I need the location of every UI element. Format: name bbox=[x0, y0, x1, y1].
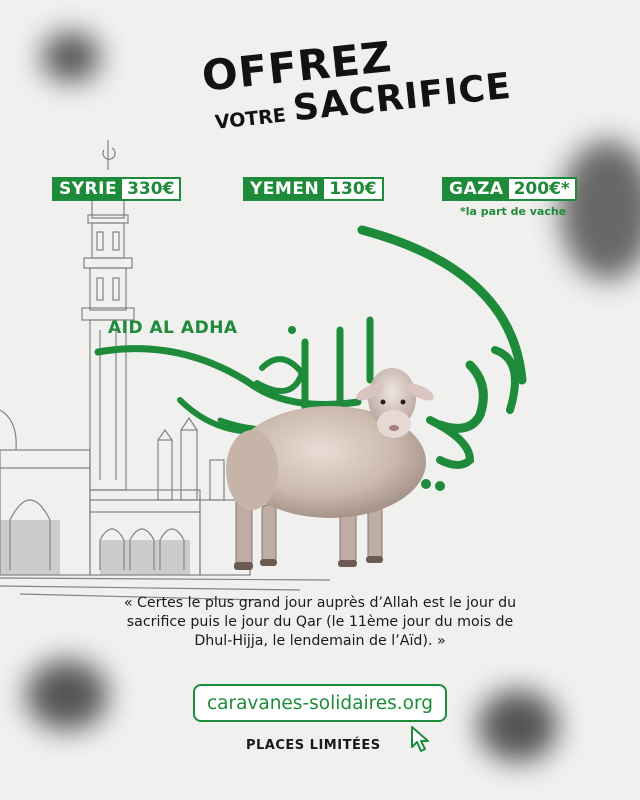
price-tag-gaza bbox=[442, 177, 577, 201]
price-tag-syrie bbox=[52, 177, 181, 201]
price-tag-yemen bbox=[243, 177, 384, 201]
price-note: *la part de vache bbox=[460, 205, 567, 218]
price-country: YEMEN bbox=[245, 179, 324, 199]
aid-label: AID AL ADHA bbox=[108, 318, 238, 338]
title-sacrifice: SACRIFICE bbox=[291, 65, 514, 130]
price-amount: 200€* bbox=[509, 179, 575, 199]
title-offrez: OFFREZ bbox=[199, 32, 395, 101]
website-link[interactable]: caravanes-solidaires.org bbox=[193, 684, 447, 722]
price-amount: 130€ bbox=[324, 179, 381, 199]
price-country: GAZA bbox=[444, 179, 509, 199]
title-votre: VOTRE bbox=[213, 104, 287, 134]
places-limitees: PLACES LIMITÉES bbox=[246, 738, 381, 753]
hadith-quote: « Certes le plus grand jour auprès d’Allah est le jour du sacrifice puis le jour du Qar (le 11ème jour du mois de Dhul-Hijja, le lendemain de l’Aïd). » bbox=[123, 595, 517, 649]
cursor-pointer-icon bbox=[408, 724, 438, 754]
price-country: SYRIE bbox=[54, 179, 122, 199]
price-amount: 330€ bbox=[122, 179, 179, 199]
